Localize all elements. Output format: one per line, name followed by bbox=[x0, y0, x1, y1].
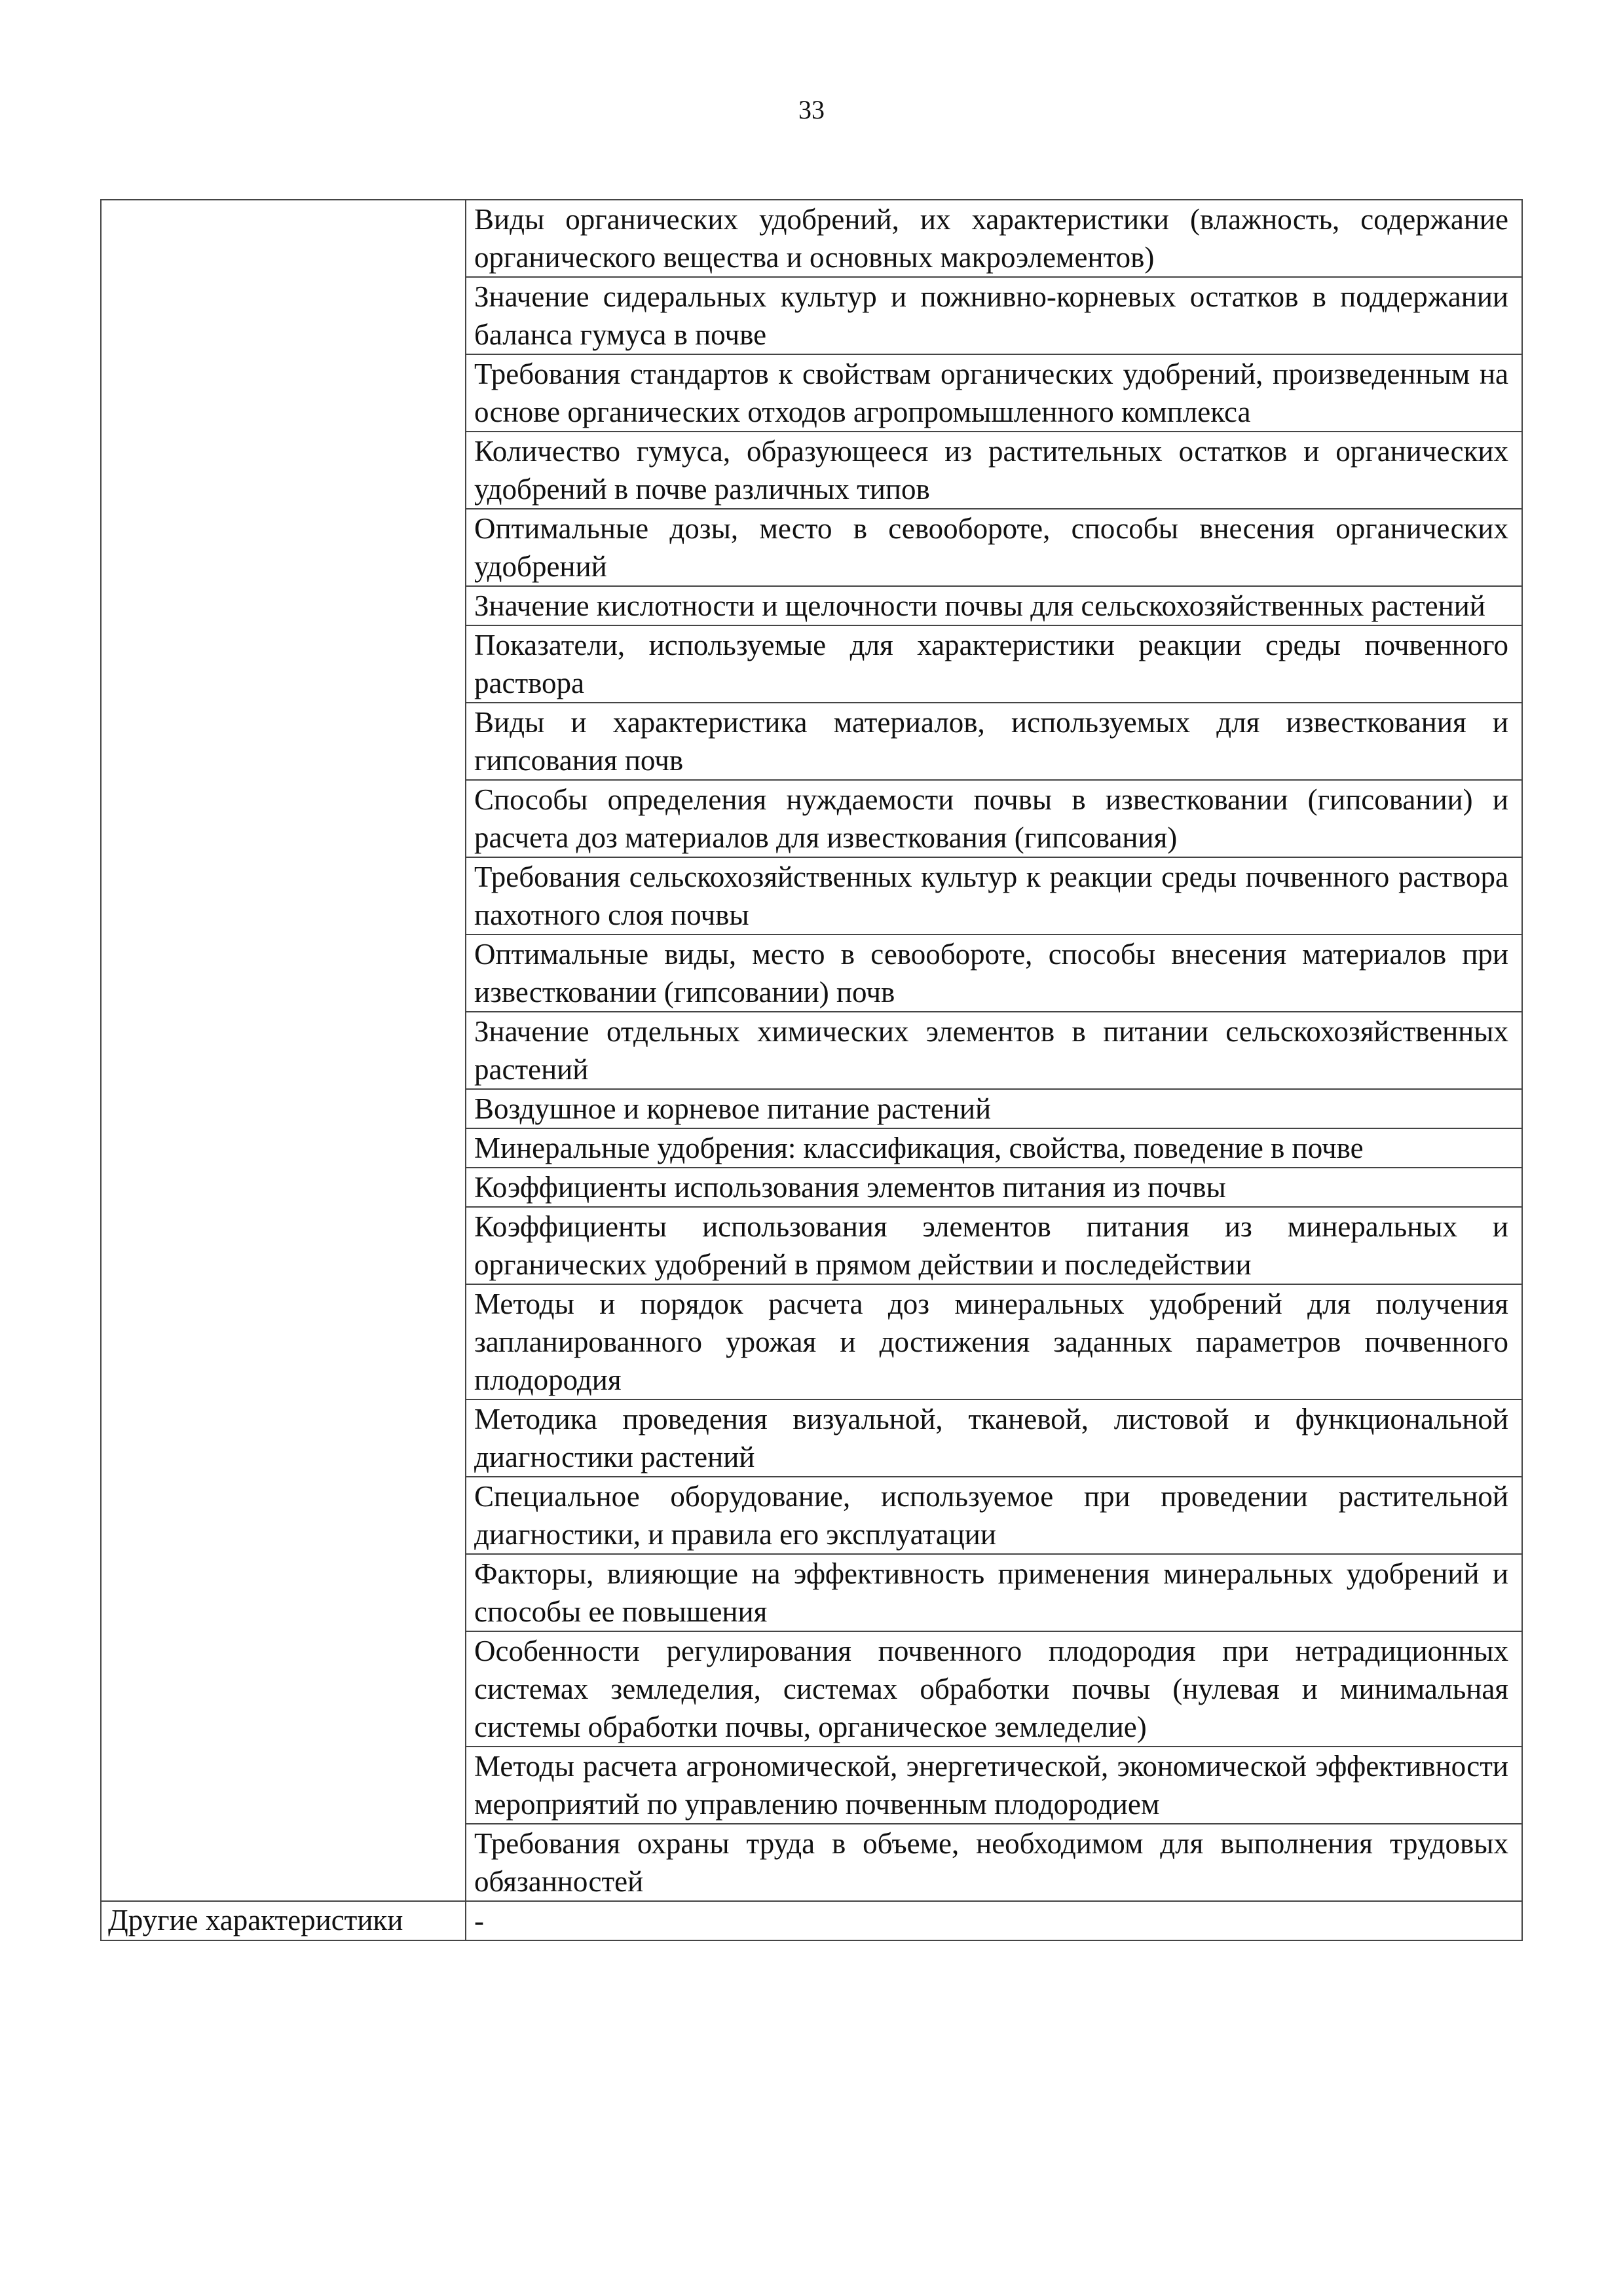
table-cell bbox=[466, 1284, 1522, 1399]
table-cell bbox=[466, 354, 1522, 432]
table-cell bbox=[466, 780, 1522, 857]
table-cell bbox=[466, 1399, 1522, 1477]
table-cell bbox=[466, 1128, 1522, 1168]
table-cell bbox=[466, 1554, 1522, 1631]
row-text: Особенности регулирования почвенного плодородия при нетрадиционных системах земледелия, системах обработки почвы (нулевая и минимальная системы обработки почвы, органическое земледелие) bbox=[474, 1635, 1508, 1743]
table-cell bbox=[466, 509, 1522, 586]
table-cell bbox=[466, 277, 1522, 354]
table-cell bbox=[466, 1089, 1522, 1128]
other-characteristics-value-cell bbox=[466, 1901, 1522, 1940]
table-cell bbox=[466, 586, 1522, 625]
table-cell bbox=[466, 1477, 1522, 1554]
row-text: Оптимальные дозы, место в севообороте, способы внесения органических удобрений bbox=[474, 512, 1508, 583]
row-text: Значение сидеральных культур и пожнивно-корневых остатков в поддержании баланса гумуса в почве bbox=[474, 280, 1508, 351]
row-text: Методы и порядок расчета доз минеральных удобрений для получения запланированного урожая и достижения заданных параметров почвенного плодородия bbox=[474, 1287, 1508, 1396]
row-text: Методы расчета агрономической, энергетической, экономической эффективности мероприятий по управлению почвенным плодородием bbox=[474, 1750, 1508, 1821]
row-text: Минеральные удобрения: классификация, свойства, поведение в почве bbox=[474, 1132, 1364, 1164]
table-cell bbox=[466, 432, 1522, 509]
table-cell bbox=[466, 200, 1522, 277]
other-characteristics-label: Другие характеристики bbox=[108, 1904, 403, 1936]
table-cell bbox=[466, 1207, 1522, 1284]
table-cell bbox=[466, 1168, 1522, 1207]
table-cell bbox=[466, 1012, 1522, 1089]
page-number: 33 bbox=[798, 95, 825, 124]
row-text: Требования охраны труда в объеме, необходимом для выполнения трудовых обязанностей bbox=[474, 1827, 1508, 1898]
row-text: Требования сельскохозяйственных культур к реакции среды почвенного раствора пахотного слоя почвы bbox=[474, 861, 1508, 931]
row-text: Факторы, влияющие на эффективность применения минеральных удобрений и способы ее повышения bbox=[474, 1557, 1508, 1628]
table-cell bbox=[466, 1747, 1522, 1824]
row-text: Оптимальные виды, место в севообороте, способы внесения материалов при известковании (гипсовании) почв bbox=[474, 938, 1508, 1009]
table-cell bbox=[466, 625, 1522, 703]
row-text: Коэффициенты использования элементов питания из почвы bbox=[474, 1171, 1226, 1204]
row-text: Виды и характеристика материалов, используемых для известкования и гипсования почв bbox=[474, 706, 1508, 777]
table-cell bbox=[466, 1631, 1522, 1747]
row-text: Способы определения нуждаемости почвы в известковании (гипсовании) и расчета доз материалов для известкования (гипсования) bbox=[474, 783, 1508, 854]
row-text: Значение кислотности и щелочности почвы для сельскохозяйственных растений bbox=[474, 589, 1485, 622]
row-text: Виды органических удобрений, их характеристики (влажность, содержание органического вещества и основных макроэлементов) bbox=[474, 203, 1508, 274]
table-cell bbox=[466, 1824, 1522, 1901]
other-characteristics-row bbox=[101, 1901, 1522, 1940]
row-text: Требования стандартов к свойствам органических удобрений, произведенным на основе органических отходов агропромышленного комплекса bbox=[474, 358, 1508, 428]
table-row bbox=[101, 200, 1522, 277]
table-cell bbox=[466, 935, 1522, 1012]
requirements-table bbox=[100, 199, 1523, 1941]
table-cell bbox=[466, 857, 1522, 935]
knowledge-label-cell bbox=[101, 200, 466, 1901]
row-text: Показатели, используемые для характеристики реакции среды почвенного раствора bbox=[474, 629, 1508, 699]
row-text: Коэффициенты использования элементов питания из минеральных и органических удобрений в прямом действии и последействии bbox=[474, 1210, 1508, 1281]
table-cell bbox=[466, 703, 1522, 780]
row-text: Количество гумуса, образующееся из растительных остатков и органических удобрений в почве различных типов bbox=[474, 435, 1508, 506]
row-text: Специальное оборудование, используемое при проведении растительной диагностики, и правила его эксплуатации bbox=[474, 1480, 1508, 1551]
other-characteristics-value: - bbox=[474, 1904, 484, 1937]
other-characteristics-label-cell bbox=[101, 1901, 466, 1940]
row-text: Значение отдельных химических элементов в питании сельскохозяйственных растений bbox=[474, 1015, 1508, 1086]
row-text: Методика проведения визуальной, тканевой, листовой и функциональной диагностики растений bbox=[474, 1403, 1508, 1473]
row-text: Воздушное и корневое питание растений bbox=[474, 1092, 992, 1125]
